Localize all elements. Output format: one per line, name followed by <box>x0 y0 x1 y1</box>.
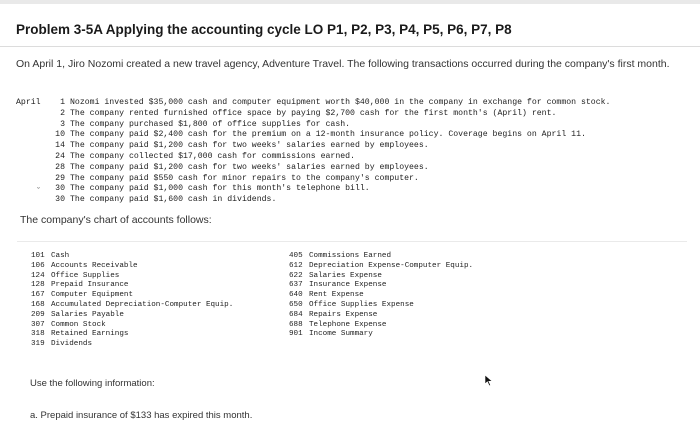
account-row <box>289 281 473 291</box>
mouse-pointer-icon <box>484 374 494 392</box>
account-number: 622 <box>289 271 303 280</box>
transaction-row <box>51 163 610 174</box>
account-name: Computer Equipment <box>51 291 134 300</box>
account-number: 650 <box>289 300 303 309</box>
transaction-day: 3 <box>60 119 65 129</box>
info-item-a: a. Prepaid insurance of $133 has expired this month. <box>30 410 253 421</box>
account-row <box>31 291 233 301</box>
transaction-row <box>51 174 610 185</box>
account-row <box>31 281 233 291</box>
use-info-label: Use the following information: <box>30 378 155 389</box>
transaction-text: Nozomi invested $35,000 cash and computer equipment worth $40,000 in the company in exchange for common stock. <box>70 98 611 107</box>
transaction-row <box>51 195 610 206</box>
account-name: Cash <box>51 252 70 260</box>
account-number: 637 <box>289 281 303 290</box>
account-name: Commissions Earned <box>309 252 392 260</box>
account-number: 319 <box>31 340 45 349</box>
account-name: Rent Expense <box>309 291 364 300</box>
transaction-day: 2 <box>60 108 65 118</box>
account-name: Office Supplies Expense <box>309 300 414 309</box>
account-row <box>31 340 233 350</box>
transaction-day: 10 <box>55 130 65 140</box>
account-number: 168 <box>31 300 45 309</box>
transaction-row <box>51 152 610 163</box>
transaction-text: The company paid $550 cash for minor repairs to the company's computer. <box>70 173 419 183</box>
transaction-text: The company paid $1,200 cash for two weeks' salaries earned by employees. <box>70 141 429 151</box>
account-name: Income Summary <box>309 330 373 339</box>
chart-of-accounts <box>17 241 687 362</box>
account-name: Retained Earnings <box>51 330 129 339</box>
account-row <box>31 311 233 321</box>
account-name: Telephone Expense <box>309 320 387 329</box>
account-number: 640 <box>289 291 303 300</box>
transactions-month: April <box>16 98 41 107</box>
account-number: 128 <box>31 281 45 290</box>
account-name: Salaries Payable <box>51 310 124 319</box>
transaction-row <box>51 141 610 152</box>
account-number: 106 <box>31 261 45 270</box>
account-number: 124 <box>31 271 45 280</box>
account-number: 101 <box>31 252 45 260</box>
account-number: 307 <box>31 320 45 329</box>
transaction-text: The company paid $2,400 cash for the premium on a 12-month insurance policy. Coverage begins on April 11. <box>70 130 586 140</box>
transaction-day: 14 <box>55 141 65 151</box>
transaction-text: The company paid $1,000 cash for this month's telephone bill. <box>70 184 370 194</box>
transaction-row <box>51 184 610 195</box>
account-name: Depreciation Expense-Computer Equip. <box>309 261 474 270</box>
account-row <box>31 252 233 262</box>
account-number: 167 <box>31 291 45 300</box>
transaction-text: The company rented furnished office space by paying $2,700 cash for the first month's (April) rent. <box>70 108 557 118</box>
transaction-day: 28 <box>55 162 65 172</box>
account-name: Accumulated Depreciation-Computer Equip. <box>51 300 234 309</box>
account-number: 684 <box>289 310 303 319</box>
account-row <box>289 321 473 331</box>
account-number: 405 <box>289 252 303 260</box>
transaction-row <box>51 109 610 120</box>
account-name: Dividends <box>51 340 93 349</box>
transaction-row <box>51 130 610 141</box>
account-row <box>289 272 473 282</box>
account-row <box>289 262 473 272</box>
account-row <box>31 330 233 340</box>
account-name: Salaries Expense <box>309 271 382 280</box>
problem-title: Problem 3-5A Applying the accounting cycle LO P1, P2, P3, P4, P5, P6, P7, P8 <box>16 22 512 37</box>
account-row <box>289 252 473 262</box>
transactions-list <box>51 98 610 206</box>
problem-intro: On April 1, Jiro Nozomi created a new travel agency, Adventure Travel. The following transactions occurred during the company's first month. <box>16 58 670 70</box>
transaction-day: 29 <box>55 173 65 183</box>
chart-of-accounts-label: The company's chart of accounts follows: <box>20 214 212 226</box>
transaction-row <box>51 98 610 109</box>
title-divider <box>0 46 700 47</box>
transaction-text: The company purchased $1,800 of office supplies for cash. <box>70 119 351 129</box>
transaction-day: 24 <box>55 151 65 161</box>
account-row <box>31 262 233 272</box>
account-row <box>289 291 473 301</box>
account-name: Repairs Expense <box>309 310 378 319</box>
account-name: Prepaid Insurance <box>51 281 129 290</box>
account-row <box>289 311 473 321</box>
account-number: 901 <box>289 330 303 339</box>
top-border <box>0 0 700 4</box>
account-name: Accounts Receivable <box>51 261 138 270</box>
account-name: Common Stock <box>51 320 106 329</box>
transaction-day: 30 <box>55 184 65 194</box>
account-row <box>289 301 473 311</box>
account-number: 612 <box>289 261 303 270</box>
account-number: 209 <box>31 310 45 319</box>
account-number: 318 <box>31 330 45 339</box>
transaction-text: The company paid $1,200 cash for two weeks' salaries earned by employees. <box>70 162 429 172</box>
account-number: 688 <box>289 320 303 329</box>
account-name: Office Supplies <box>51 271 120 280</box>
transaction-day: 30 <box>55 195 65 205</box>
transaction-row <box>51 120 610 131</box>
transaction-day: 1 <box>60 98 65 107</box>
accounts-column-right <box>289 252 473 340</box>
account-row <box>289 330 473 340</box>
transaction-text: The company paid $1,600 cash in dividends. <box>70 195 277 205</box>
transaction-text: The company collected $17,000 cash for commissions earned. <box>70 151 355 161</box>
account-row <box>31 272 233 282</box>
account-row <box>31 301 233 311</box>
account-name: Insurance Expense <box>309 281 387 290</box>
tick-mark-icon: ˇ <box>37 186 40 196</box>
account-row <box>31 321 233 331</box>
accounts-column-left <box>31 252 233 350</box>
